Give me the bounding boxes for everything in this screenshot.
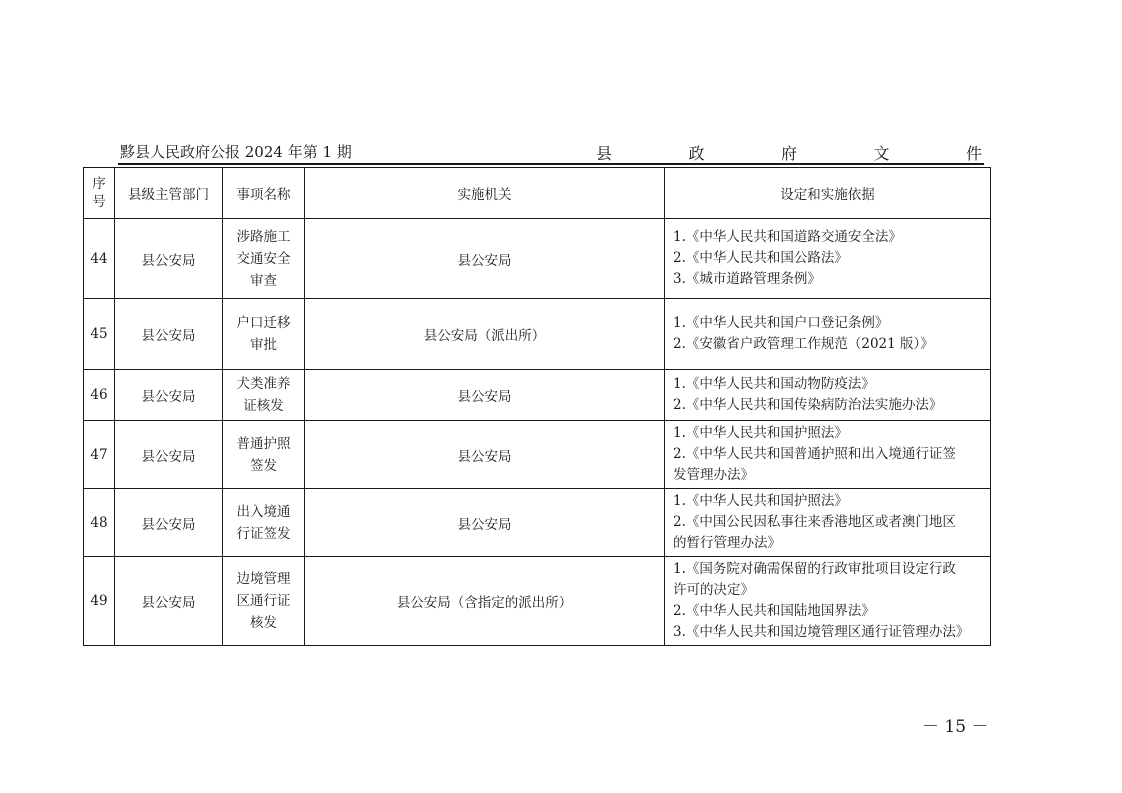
basis-line: 3.《中华人民共和国边境管理区通行证管理办法》 xyxy=(673,624,970,640)
item-name-line: 犬类准养 xyxy=(236,376,291,392)
cell-agency: 县公安局 xyxy=(305,370,665,421)
basis-line: 2.《安徽省户政管理工作规范（2021 版）》 xyxy=(673,336,934,352)
cell-department: 县公安局 xyxy=(115,299,223,370)
cell-item-name xyxy=(223,370,305,421)
basis-line: 2.《中华人民共和国公路法》 xyxy=(673,250,848,266)
doc-type-char: 件 xyxy=(965,144,982,163)
seq-header-text: 序 号 xyxy=(92,176,106,210)
cell-seq: 47 xyxy=(84,421,115,489)
cell-item-name xyxy=(223,219,305,299)
table-row xyxy=(84,489,991,557)
basis-line: 2.《中华人民共和国普通护照和出入境通行证签 xyxy=(673,446,956,462)
item-name-line: 交通安全 xyxy=(236,250,291,267)
cell-seq: 49 xyxy=(84,557,115,646)
cell-item-name xyxy=(223,421,305,489)
item-name-line: 普通护照 xyxy=(236,435,291,452)
table-header-row xyxy=(84,168,991,219)
cell-seq: 48 xyxy=(84,489,115,557)
column-header-basis: 设定和实施依据 xyxy=(665,168,991,219)
doc-type-char: 文 xyxy=(873,144,890,163)
basis-line: 1.《国务院对确需保留的行政审批项目设定行政 xyxy=(673,561,956,577)
doc-type-char: 政 xyxy=(688,144,705,163)
item-name-line: 户口迁移 xyxy=(236,315,291,331)
item-name-line: 行证签发 xyxy=(236,525,291,542)
header-rule-thick xyxy=(118,163,984,165)
item-name-line: 证核发 xyxy=(243,398,284,414)
basis-line: 2.《中华人民共和国陆地国界法》 xyxy=(673,603,875,619)
basis-line: 1.《中华人民共和国动物防疫法》 xyxy=(673,376,875,392)
cell-seq: 45 xyxy=(84,299,115,370)
doc-type-char: 县 xyxy=(596,144,613,163)
cell-agency: 县公安局 xyxy=(305,219,665,299)
cell-basis xyxy=(665,421,991,489)
item-name-line: 边境管理 xyxy=(236,571,291,587)
cell-item-name xyxy=(223,557,305,646)
column-header-agency: 实施机关 xyxy=(305,168,665,219)
cell-agency: 县公安局 xyxy=(305,489,665,557)
cell-agency: 县公安局（派出所） xyxy=(305,299,665,370)
basis-line: 1.《中华人民共和国护照法》 xyxy=(673,493,848,509)
cell-department: 县公安局 xyxy=(115,421,223,489)
basis-line: 3.《城市道路管理条例》 xyxy=(673,271,821,287)
cell-agency: 县公安局（含指定的派出所） xyxy=(305,557,665,646)
basis-line: 许可的决定》 xyxy=(673,582,754,598)
doc-type-char: 府 xyxy=(780,144,797,163)
cell-item-name xyxy=(223,489,305,557)
table-row xyxy=(84,219,991,299)
column-header-seq xyxy=(84,168,115,219)
basis-line: 1.《中华人民共和国户口登记条例》 xyxy=(673,315,889,331)
basis-line: 1.《中华人民共和国道路交通安全法》 xyxy=(673,229,902,245)
item-name-line: 区通行证 xyxy=(236,593,291,609)
column-header-department: 县级主管部门 xyxy=(115,168,223,219)
approval-items-table xyxy=(83,167,991,646)
table-row xyxy=(84,370,991,421)
table-body xyxy=(84,219,991,646)
bulletin-issue-title: 黟县人民政府公报 2024 年第 1 期 xyxy=(120,143,352,161)
basis-line: 发管理办法》 xyxy=(673,467,754,483)
basis-line: 2.《中国公民因私事往来香港地区或者澳门地区 xyxy=(673,514,956,530)
cell-department: 县公安局 xyxy=(115,557,223,646)
basis-line: 的暂行管理办法》 xyxy=(673,535,781,551)
item-name-line: 涉路施工 xyxy=(236,228,291,245)
cell-basis xyxy=(665,557,991,646)
cell-item-name xyxy=(223,299,305,370)
cell-department: 县公安局 xyxy=(115,370,223,421)
cell-department: 县公安局 xyxy=(115,489,223,557)
cell-seq: 46 xyxy=(84,370,115,421)
table-row xyxy=(84,421,991,489)
running-header xyxy=(120,140,982,162)
cell-seq: 44 xyxy=(84,219,115,299)
basis-line: 2.《中华人民共和国传染病防治法实施办法》 xyxy=(673,397,943,413)
item-name-line: 出入境通 xyxy=(236,503,291,520)
table-row xyxy=(84,299,991,370)
page-number: － 15 － xyxy=(922,717,989,737)
document-type-label xyxy=(596,141,982,164)
cell-basis xyxy=(665,370,991,421)
cell-basis xyxy=(665,299,991,370)
cell-basis xyxy=(665,219,991,299)
cell-basis xyxy=(665,489,991,557)
table-row xyxy=(84,557,991,646)
column-header-item: 事项名称 xyxy=(223,168,305,219)
basis-line: 1.《中华人民共和国护照法》 xyxy=(673,425,848,441)
cell-department: 县公安局 xyxy=(115,219,223,299)
item-name-line: 签发 xyxy=(250,457,277,474)
item-name-line: 审批 xyxy=(250,337,277,353)
item-name-line: 审查 xyxy=(250,272,277,289)
cell-agency: 县公安局 xyxy=(305,421,665,489)
item-name-line: 核发 xyxy=(250,615,277,631)
